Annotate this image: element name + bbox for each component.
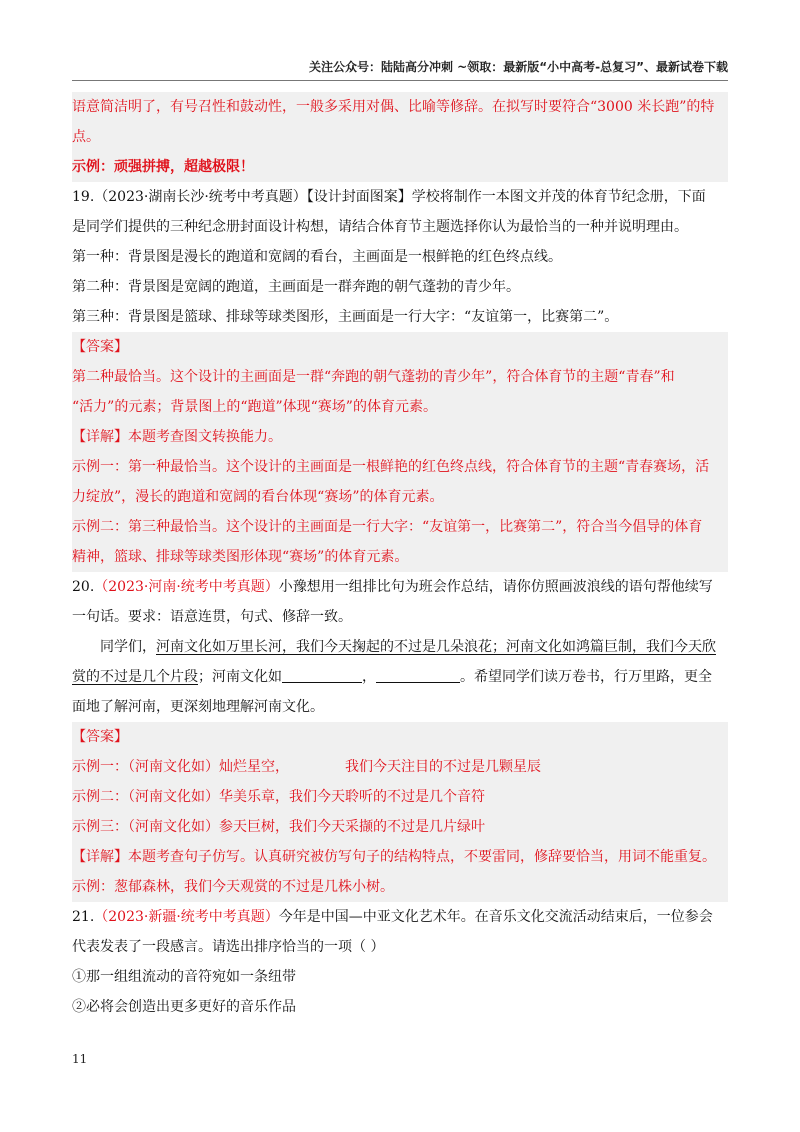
q20-blank-1 — [282, 666, 362, 683]
q20-answer-1-head: 示例一：（河南文化如）灿烂星空， — [72, 759, 289, 775]
q19-detail-label: 【详解】 — [72, 429, 128, 445]
q19-detail — [72, 422, 728, 452]
q21-number: 21. — [72, 909, 95, 925]
q19-option-3: 第三种：背景图是篮球、排球等球类图形，主画面是一行大字：“友谊第一，比赛第二”。 — [72, 309, 619, 325]
q19-stem-line-2: 是同学们提供的三种纪念册封面设计构想，请结合体育节主题选择你认为最恰当的一种并说明理由。 — [72, 219, 688, 235]
q20-answer-label: 【答案】 — [72, 722, 728, 752]
q20-stem-text: 小豫想用一组排比句为班会作总结，请你仿照画波浪线的语句帮他续写 — [278, 579, 713, 595]
q19-number: 19. — [72, 189, 95, 205]
q21-source: （2023·新疆·统考中考真题） — [94, 909, 279, 925]
q19-example-1a: 示例一：第一种最恰当。这个设计的主画面是一根鲜艳的红色终点线，符合体育节的主题“青春赛场，活 — [72, 452, 728, 482]
q20-detail-label: 【详解】 — [72, 849, 128, 865]
q19-example-1b: 力绽放”，漫长的跑道和宽阔的看台体现“赛场”的体育元素。 — [72, 482, 728, 512]
q20-answer-1 — [72, 752, 728, 782]
q19-option-2: 第二种：背景图是宽阔的跑道，主画面是一群奔跑的朝气蓬勃的青少年。 — [72, 279, 520, 295]
tip-line-1: 语意简洁明了，有号召性和鼓动性，一般多采用对偶、比喻等修辞。在拟写时要符合“3000 米长跑”的特 — [72, 92, 728, 122]
q19-answer-line-2: “活力”的元素；背景图上的“跑道”体现“赛场”的体育元素。 — [72, 392, 728, 422]
q20-stem-line-1 — [72, 572, 728, 602]
q21-item-1: ①那一组组流动的音符宛如一条纽带 — [72, 969, 296, 985]
q20-answer-3: 示例三：（河南文化如）参天巨树，我们今天采撷的不过是几片绿叶 — [72, 812, 728, 842]
q19-source: （2023·湖南长沙·统考中考真题） — [94, 189, 307, 205]
document-body — [72, 92, 728, 1022]
q19-stem-line-1 — [72, 182, 728, 212]
q21-item-2: ②必将会创造出更多更好的音乐作品 — [72, 999, 296, 1015]
q21-stem-line-1 — [72, 902, 728, 932]
q20-number: 20. — [72, 579, 95, 595]
q20-stem-line-2: 一句话。要求：语意连贯，句式、修辞一致。 — [72, 609, 352, 625]
q20-answer-2: 示例二：（河南文化如）华美乐章，我们今天聆听的不过是几个音符 — [72, 782, 728, 812]
header-divider — [72, 80, 728, 81]
q20-passage-end: 。希望同学们读万卷书，行万里路，更全 — [460, 669, 712, 685]
q19-detail-text: 本题考查图文转换能力。 — [128, 429, 282, 445]
q20-answer-1-tail: 我们今天注目的不过是几颗星辰 — [345, 759, 541, 775]
q20-passage-line-2 — [72, 662, 728, 692]
q20-passage-start: 同学们， — [100, 639, 156, 655]
q20-example: 示例：葱郁森林，我们今天观赏的不过是几株小树。 — [72, 872, 728, 902]
q19-example-2b: 精神，篮球、排球等球类图形体现“赛场”的体育元素。 — [72, 542, 728, 572]
q19-example-2a: 示例二：第三种最恰当。这个设计的主画面是一行大字：“友谊第一，比赛第二”，符合当今倡导的体育 — [72, 512, 728, 542]
q20-wavy-sentence-2: 赏的不过是几个片段 — [72, 669, 198, 685]
page-number: 11 — [72, 1052, 88, 1066]
q20-source: （2023·河南·统考中考真题） — [94, 579, 279, 595]
q20-passage-line-3: 面地了解河南，更深刻地理解河南文化。 — [72, 699, 324, 715]
q20-wavy-sentence-1: 河南文化如万里长河，我们今天掬起的不过是几朵浪花；河南文化如鸿篇巨制，我们今天欣 — [156, 639, 716, 655]
tip-example: 示例：顽强拼搏，超越极限！ — [72, 152, 728, 182]
q19-option-1: 第一种：背景图是漫长的跑道和宽阔的看台，主画面是一根鲜艳的红色终点线。 — [72, 249, 562, 265]
q20-detail — [72, 842, 728, 872]
page-header: 关注公众号：陆陆高分冲刺 ~领取：最新版“小中高考-总复习”、最新试卷下载 — [309, 60, 728, 74]
q20-passage-mid: ；河南文化如 — [198, 669, 282, 685]
q20-passage-line-1 — [72, 632, 728, 662]
q20-blank-2 — [376, 666, 460, 683]
q19-answer-label: 【答案】 — [72, 332, 728, 362]
q21-stem-line-2: 代表发表了一段感言。请选出排序恰当的一项（ ） — [72, 939, 385, 955]
q19-answer-line-1: 第二种最恰当。这个设计的主画面是一群“奔跑的朝气蓬勃的青少年”，符合体育节的主题“青春”和 — [72, 362, 728, 392]
q21-stem-text: 今年是中国—中亚文化艺术年。在音乐文化交流活动结束后，一位参会 — [278, 909, 713, 925]
q19-stem-text: 【设计封面图案】学校将制作一本图文并茂的体育节纪念册，下面 — [306, 189, 706, 205]
q20-passage-comma: ， — [362, 669, 376, 685]
q20-detail-text: 本题考查句子仿写。认真研究被仿写句子的结构特点，不要雷同，修辞要恰当，用词不能重复。 — [128, 849, 716, 865]
tip-line-2: 点。 — [72, 122, 728, 152]
